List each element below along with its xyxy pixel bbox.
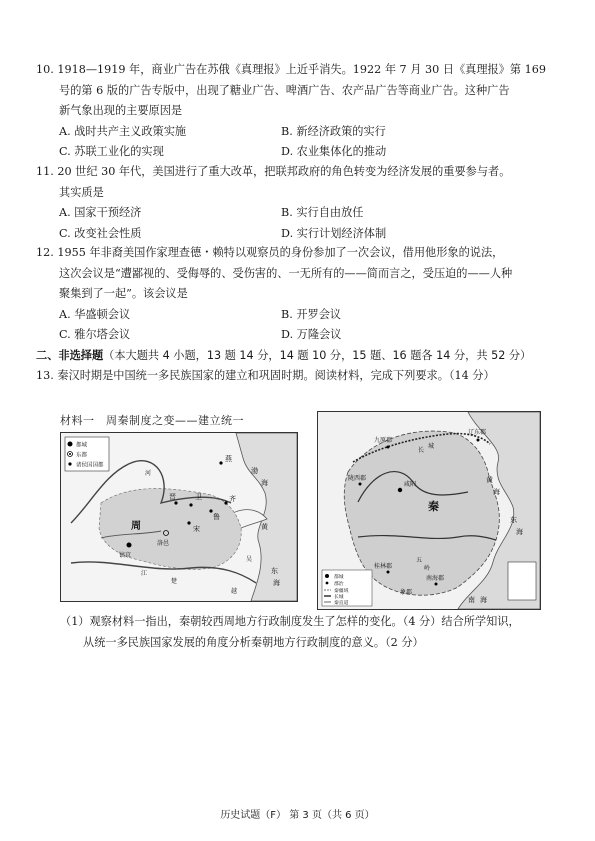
- map-western-zhou: [60, 432, 298, 602]
- label-jiuyuan: 九原郡: [374, 437, 393, 444]
- label-qi: 齐: [229, 495, 236, 503]
- question-12-line: 聚集到了一起”。该会议是: [59, 287, 188, 300]
- page-footer: 历史试题（F） 第 3 页（共 6 页）: [220, 810, 375, 821]
- label-sea-2: 渤: [251, 467, 258, 475]
- option-d: D. 实行计划经济体制: [281, 226, 387, 240]
- label-xianyang: 咸阳: [404, 481, 417, 488]
- question-10-line: 新气象出现的主要原因是: [59, 104, 183, 117]
- label-xiang: 象郡: [400, 589, 413, 596]
- question-13: [36, 366, 556, 387]
- option-b: B. 实行自由放任: [281, 206, 364, 219]
- label-hai-2: 海: [516, 528, 523, 536]
- label-nan: 南: [468, 596, 475, 604]
- label-wu: 五: [416, 557, 423, 564]
- label-hai-1: 海: [493, 488, 500, 496]
- option-a: A. 战时共产主义政策实施: [59, 124, 187, 138]
- option-c: C. 改变社会性质: [59, 226, 142, 240]
- label-jiang: 江: [141, 570, 148, 577]
- label-lu: 鲁: [213, 513, 220, 521]
- label-dong: 东: [510, 516, 517, 524]
- question-10-line: 10. 1918—1919 年，商业广告在苏俄《真理报》上近乎消失。1922 年 7 月 30 日《真理报》第 169: [36, 63, 546, 76]
- question-13-part-1-line: （1）观察材料一指出，秦朝较西周地方行政制度发生了怎样的变化。（4 分）结合所学知识，: [60, 615, 520, 628]
- label-yue: 越: [231, 588, 238, 595]
- option-d: D. 农业集体化的推动: [281, 145, 387, 158]
- legend-vassal-capital: 诸侯国国都: [76, 462, 104, 469]
- label-chu: 楚: [171, 578, 178, 585]
- legend-wall: 长城: [334, 595, 344, 600]
- option-b: B. 开罗会议: [281, 307, 342, 321]
- question-11-line: 11. 20 世纪 30 年代，美国进行了重大改革，把联邦政府的角色转变为经济发展的重要参与者。: [36, 165, 511, 178]
- label-qin: 秦: [428, 500, 439, 513]
- label-ling: 岭: [424, 565, 431, 572]
- option-a: A. 国家干预经济: [59, 206, 142, 219]
- label-guilin: 桂林郡: [374, 563, 393, 570]
- label-east-sea: 东: [271, 567, 278, 575]
- option-d: D. 万隆会议: [281, 328, 342, 341]
- question-12-line: 这次会议是“遭鄙视的、受侮辱的、受伤害的、一无所有的——简而言之，受压迫的——人种: [59, 266, 513, 280]
- label-wei: 卫: [195, 493, 202, 501]
- label-sea-1: 黄: [261, 523, 268, 531]
- label-hai-3: 海: [480, 596, 487, 604]
- label-song: 宋: [193, 525, 200, 533]
- label-huang: 黄: [486, 476, 493, 484]
- question-11-line: 其实质是: [59, 185, 104, 199]
- label-jin: 晋: [169, 493, 176, 501]
- question-11: [36, 162, 556, 244]
- map-qin-dynasty: [317, 411, 541, 610]
- section-description: （本大题共 4 小题，13 题 14 分，14 题 10 分，15 题、16 题各 14 分，共 52 分）: [103, 349, 532, 362]
- question-12: [36, 243, 556, 346]
- label-haojing: 镐京: [119, 552, 132, 559]
- label-river: 河: [145, 470, 152, 477]
- label-sea-3: 海: [261, 479, 268, 487]
- legend-east-capital: 东都: [76, 452, 88, 459]
- label-longxi: 陇西郡: [348, 475, 367, 482]
- option-c: C. 苏联工业化的实现: [59, 145, 164, 158]
- question-12-line: 12. 1955 年非裔美国作家理查德・赖特以观察员的身份参加了一次会议，借用他形象的说法，: [36, 246, 504, 259]
- label-nanhai: 南海郡: [426, 575, 445, 582]
- question-13-part-1-line: 从统一多民族国家发展的角度分析秦朝地方行政制度的意义。（2 分）: [83, 635, 424, 649]
- question-13-part-1: [60, 612, 555, 653]
- question-10-line: 号的第 6 版的广告专版中，出现了糖业广告、啤酒广告、农产品广告等商业广告。这种广告: [59, 83, 510, 97]
- label-east-sea-2: 海: [273, 579, 280, 587]
- label-chang: 长: [418, 447, 425, 454]
- question-13-stem: 13. 秦汉时期是中国统一多民族国家的建立和巩固时期。阅读材料，完成下列要求。（14 分）: [36, 369, 495, 382]
- section-title: 二、非选择题: [36, 348, 104, 362]
- question-10: [36, 60, 556, 163]
- legend-commandery: 郡治: [334, 582, 344, 587]
- label-liaodong: 辽东郡: [468, 429, 487, 436]
- label-wu: 吴: [246, 556, 253, 563]
- label-cheng: 城: [428, 443, 435, 450]
- legend-road: 秦直道: [334, 601, 349, 606]
- option-c: C. 雅尔塔会议: [59, 328, 131, 341]
- label-yan: 燕: [225, 455, 232, 463]
- option-b: B. 新经济政策的实行: [281, 124, 386, 138]
- legend-capital: 都城: [334, 575, 344, 580]
- legend-territory: 秦疆域: [334, 589, 349, 594]
- option-a: A. 华盛顿会议: [59, 307, 131, 321]
- label-luoyi: 洛邑: [157, 540, 170, 547]
- section-2-heading: [36, 345, 556, 367]
- label-zhou: 周: [131, 521, 141, 532]
- legend-capital: 都城: [76, 442, 88, 449]
- material-label: 材料一 周秦制度之变——建立统一: [60, 414, 244, 427]
